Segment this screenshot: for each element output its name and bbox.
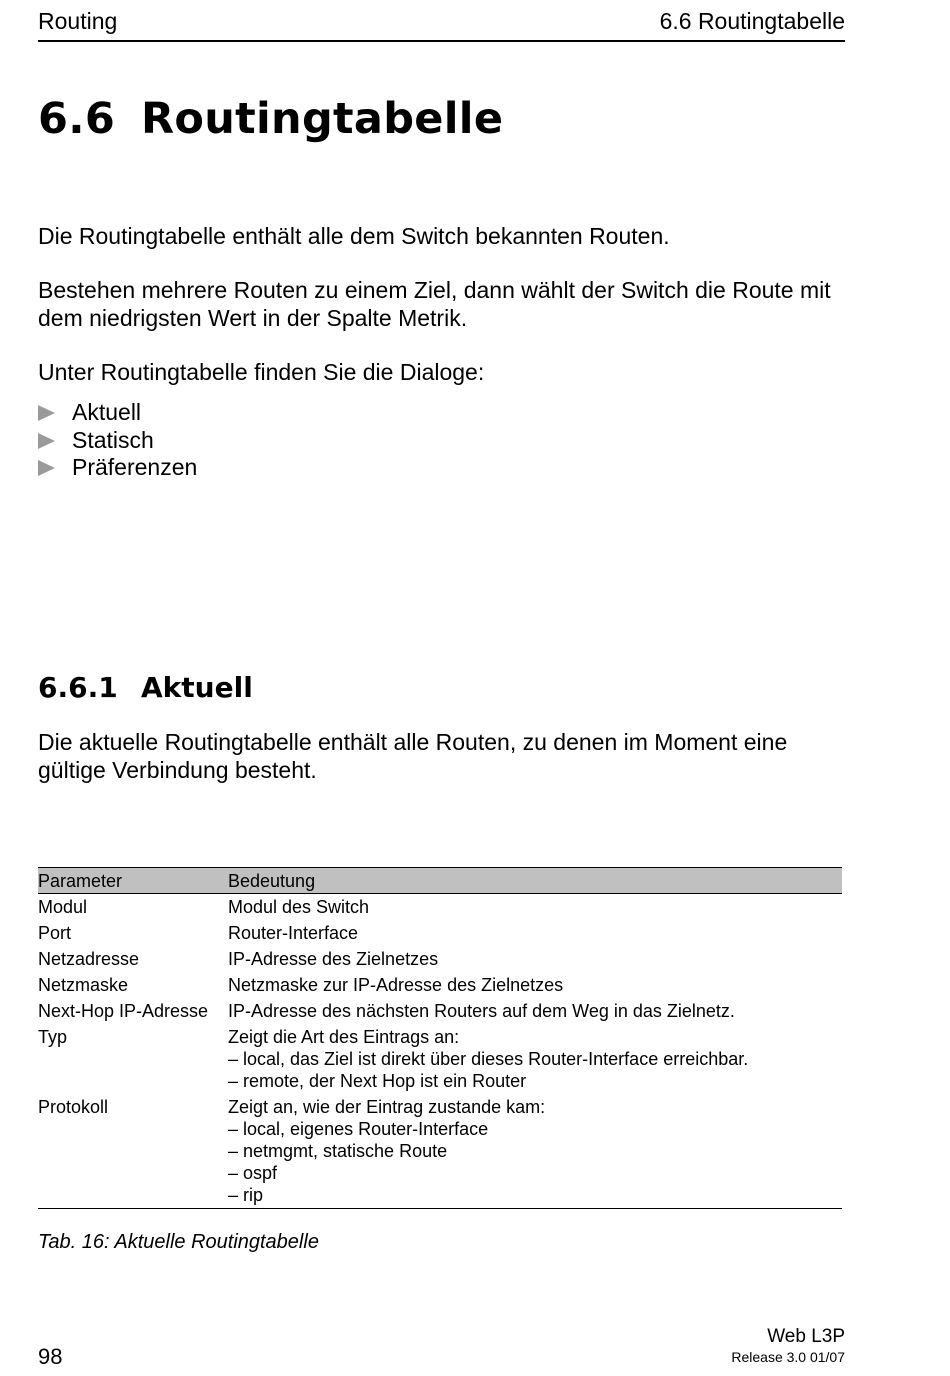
meaning-line: – ospf xyxy=(228,1163,278,1183)
dialog-item-praeferenzen xyxy=(38,454,197,482)
meaning-line: – local, das Ziel ist direkt über dieses Router-Interface erreichbar. xyxy=(228,1049,749,1069)
table-row xyxy=(38,972,842,998)
footer-product: Web L3P xyxy=(767,1326,845,1347)
meaning-cell xyxy=(228,1094,842,1209)
subsection-heading xyxy=(38,670,253,706)
meaning-line: – netmgmt, statische Route xyxy=(228,1141,448,1161)
header-chapter: Routing xyxy=(38,8,118,34)
meaning-cell xyxy=(228,894,842,921)
table-row xyxy=(38,998,842,1024)
header-parameter: Parameter xyxy=(38,868,228,894)
meaning-line: – rip xyxy=(228,1185,264,1205)
dialog-list xyxy=(38,399,197,482)
meaning-cell xyxy=(228,920,842,946)
document-page xyxy=(38,0,845,1376)
table-row xyxy=(38,920,842,946)
section-number: 6.6 xyxy=(38,94,116,144)
table-row xyxy=(38,894,842,921)
param-cell: Protokoll xyxy=(38,1094,228,1209)
footer-info xyxy=(731,1326,845,1366)
intro-paragraph-2: Bestehen mehrere Routen zu einem Ziel, dann wählt der Switch die Route mit dem niedrigsten Wert in der Spalte Metrik. xyxy=(38,277,831,331)
meaning-cell xyxy=(228,1024,842,1094)
table-row xyxy=(38,1094,842,1209)
triangle-bullet-icon xyxy=(38,405,55,421)
table-row xyxy=(38,946,842,972)
parameter-table xyxy=(38,867,842,1209)
table-header-row xyxy=(38,868,842,894)
subsection-number: 6.6.1 xyxy=(38,671,118,704)
table-row xyxy=(38,1024,842,1094)
dialog-item-aktuell xyxy=(38,399,197,427)
param-cell: Port xyxy=(38,923,72,943)
section-heading xyxy=(38,92,503,146)
param-cell: Modul xyxy=(38,897,88,917)
meaning-cell xyxy=(228,946,842,972)
dialog-item-label: Präferenzen xyxy=(72,454,198,480)
dialog-item-statisch xyxy=(38,427,197,455)
meaning-line: Modul des Switch xyxy=(228,897,370,917)
meaning-line: Router-Interface xyxy=(228,923,359,943)
subsection-paragraph: Die aktuelle Routingtabelle enthält alle Routen, zu denen im Moment eine gültige Verbindung besteht. xyxy=(38,729,788,783)
page-number: 98 xyxy=(38,1344,63,1369)
table-body xyxy=(38,894,842,1209)
section-title: Routingtabelle xyxy=(141,94,504,144)
meaning-line: Zeigt an, wie der Eintrag zustande kam: xyxy=(228,1097,546,1117)
meaning-line: IP-Adresse des Zielnetzes xyxy=(228,949,439,969)
triangle-bullet-icon xyxy=(38,460,55,476)
subsection-title: Aktuell xyxy=(141,671,253,704)
meaning-line: – remote, der Next Hop ist ein Router xyxy=(228,1071,527,1091)
dialog-item-label: Aktuell xyxy=(72,399,142,425)
footer-release: Release 3.0 01/07 xyxy=(731,1349,845,1365)
meaning-line: Zeigt die Art des Eintrags an: xyxy=(228,1027,460,1047)
meaning-cell xyxy=(228,972,842,998)
param-cell: Netzadresse xyxy=(38,949,140,969)
meaning-cell xyxy=(228,998,842,1024)
intro-paragraph-3: Unter Routingtabelle finden Sie die Dialoge: xyxy=(38,359,485,385)
header-section: 6.6 Routingtabelle xyxy=(659,8,845,34)
param-cell: Typ xyxy=(38,1027,68,1047)
param-cell: Next-Hop IP-Adresse xyxy=(38,1001,209,1021)
meaning-line: Netzmaske zur IP-Adresse des Zielnetzes xyxy=(228,975,564,995)
triangle-bullet-icon xyxy=(38,433,55,449)
running-header xyxy=(38,6,845,42)
meaning-line: – local, eigenes Router-Interface xyxy=(228,1119,489,1139)
intro-paragraph-1: Die Routingtabelle enthält alle dem Switch bekannten Routen. xyxy=(38,223,670,249)
dialog-item-label: Statisch xyxy=(72,426,154,453)
table-caption: Tab. 16: Aktuelle Routingtabelle xyxy=(38,1231,319,1253)
param-cell: Netzmaske xyxy=(38,975,129,995)
meaning-line: IP-Adresse des nächsten Routers auf dem Weg in das Zielnetz. xyxy=(228,1001,735,1021)
header-bedeutung: Bedeutung xyxy=(228,868,842,894)
